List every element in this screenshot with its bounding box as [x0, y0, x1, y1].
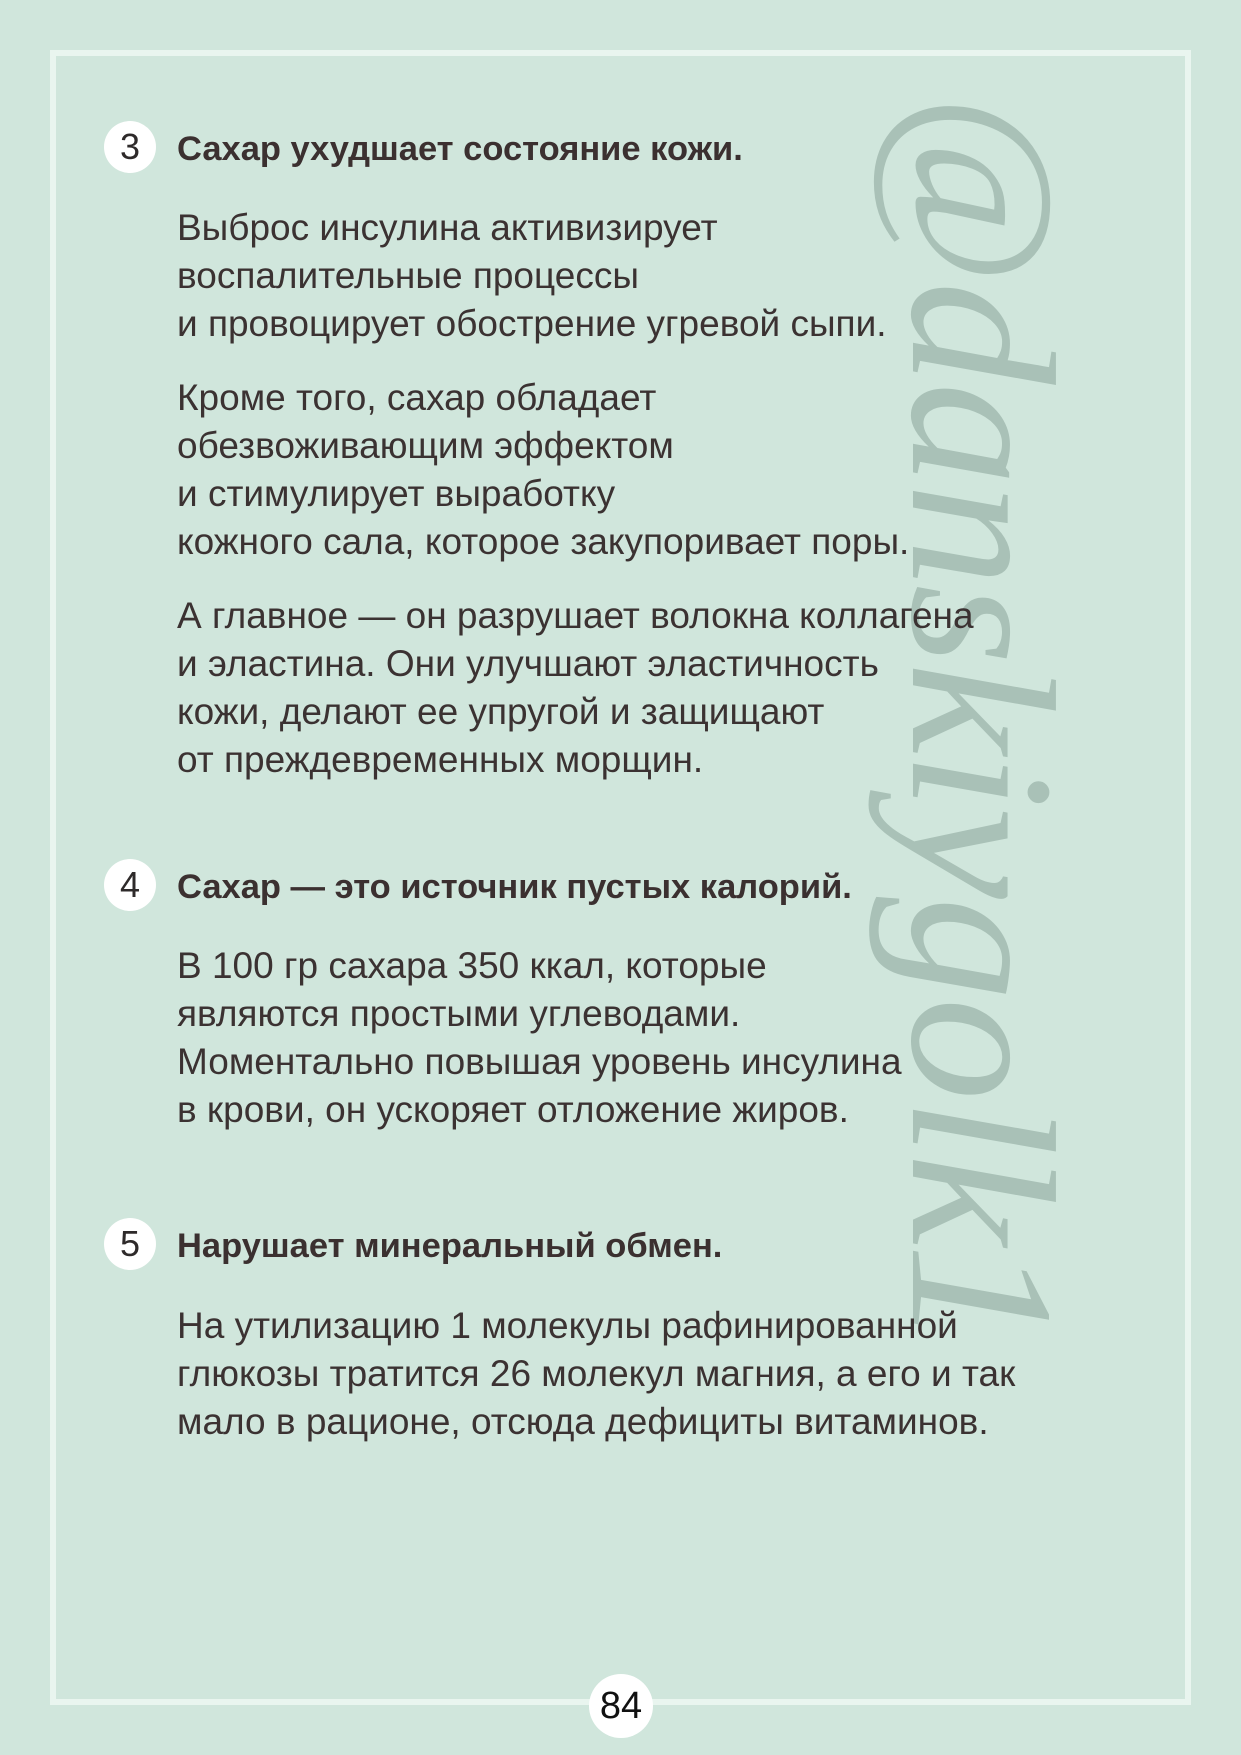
- text-line: Моментально повышая уровень инсулина: [177, 1041, 902, 1082]
- text-line: кожного сала, которое закупоривает поры.: [177, 521, 910, 562]
- page-number: 84: [589, 1674, 653, 1738]
- text-line: являются простыми углеводами.: [177, 993, 741, 1034]
- section-number-badge: 5: [104, 1218, 156, 1270]
- paragraph: [177, 1302, 1015, 1446]
- text-line: и стимулирует выработку: [177, 473, 616, 514]
- text-line: А главное — он разрушает волокна коллагена: [177, 595, 974, 636]
- section-heading: Сахар — это источник пустых калорий.: [177, 868, 852, 906]
- text-line: На утилизацию 1 молекулы рафинированной: [177, 1305, 958, 1346]
- text-line: Выброс инсулина активизирует: [177, 207, 718, 248]
- section-number-badge: 4: [104, 859, 156, 911]
- text-line: от преждевременных морщин.: [177, 739, 704, 780]
- text-line: и эластина. Они улучшают эластичность: [177, 643, 879, 684]
- paragraph: [177, 204, 887, 348]
- text-line: кожи, делают ее упругой и защищают: [177, 691, 825, 732]
- text-line: обезвоживающим эффектом: [177, 425, 674, 466]
- paragraph: [177, 374, 909, 566]
- text-line: в крови, он ускоряет отложение жиров.: [177, 1089, 849, 1130]
- text-line: глюкозы тратится 26 молекул магния, а его и так: [177, 1353, 1016, 1394]
- section-heading: Сахар ухудшает состояние кожи.: [177, 130, 743, 168]
- text-line: Кроме того, сахар обладает: [177, 377, 657, 418]
- section-heading: Нарушает минеральный обмен.: [177, 1227, 723, 1265]
- paragraph: [177, 592, 974, 784]
- text-line: В 100 гр сахара 350 ккал, которые: [177, 945, 767, 986]
- watermark-text: @danskiygolk1: [868, 94, 1097, 1345]
- text-line: мало в рационе, отсюда дефициты витаминов.: [177, 1401, 989, 1442]
- text-line: и провоцирует обострение угревой сыпи.: [177, 303, 887, 344]
- section-number-badge: 3: [104, 121, 156, 173]
- text-line: воспалительные процессы: [177, 255, 639, 296]
- paragraph: [177, 942, 902, 1134]
